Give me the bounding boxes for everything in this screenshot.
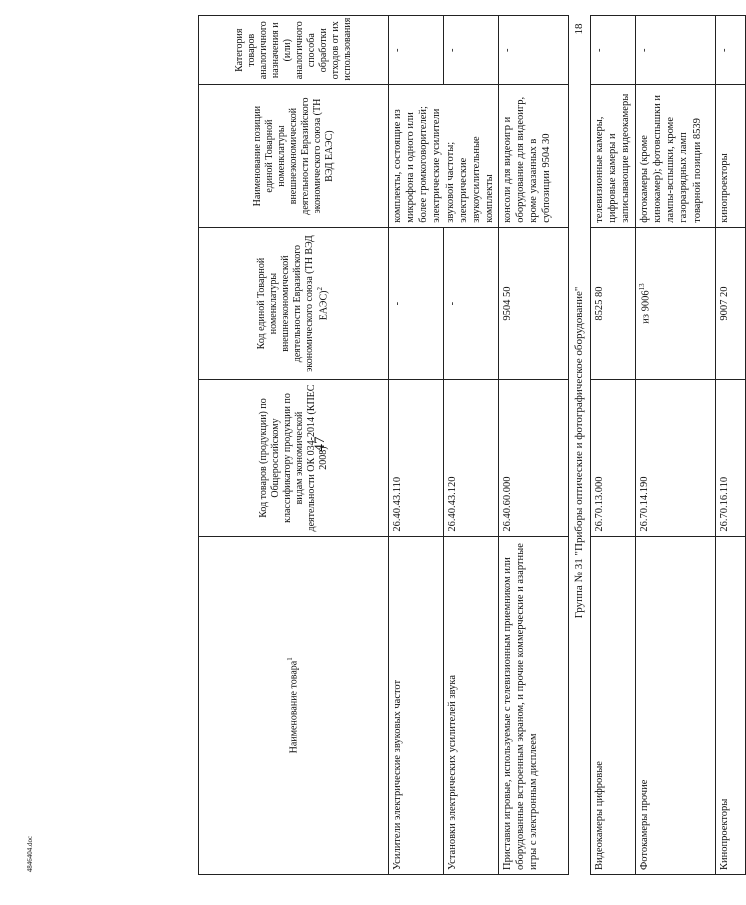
tnved-name-cell: телевизионные камеры, цифровые камеры и записывающие видеокамеры (591, 85, 636, 227)
product-name-cell: Видеокамеры цифровые (591, 536, 636, 874)
product-name-cell: Установки электрических усилителей звука (444, 536, 499, 874)
tnved-code-text: из 9006 (640, 290, 652, 324)
tnved-code-text: - (392, 301, 403, 306)
goods-table (198, 15, 746, 875)
group-heading-label: Группа № 31 "Приборы оптические и фотографическое оборудование" (572, 286, 585, 619)
table-row (636, 16, 716, 875)
tnved-code-cell: - (444, 227, 499, 380)
category-cell: - (591, 16, 636, 85)
tnved-code-cell (389, 227, 444, 380)
product-name-cell: Фотокамеры прочие (636, 536, 716, 874)
category-cell: - (444, 16, 499, 85)
header-product-name-footnote: 1 (286, 657, 295, 661)
product-name-cell: Кинопроекторы (716, 536, 746, 874)
category-cell: - (716, 16, 746, 85)
header-okpd-code: Код товаров (продукции) по Общероссийскому классификатору продукции по видам экономической деятельности ОК 034-2014 (КПЕС 2008) (199, 380, 389, 536)
okpd-code-cell: 26.40.43.110 (389, 380, 444, 536)
header-tnved-code-text: Код единой Товарной номенклатуры внешнеэкономической деятельности Евразийского экономического союза (ТН ВЭД ЕАЭС) (256, 235, 330, 372)
header-product-name (199, 536, 389, 874)
table-row (499, 16, 569, 875)
header-tnved-code (199, 227, 389, 380)
product-name-cell: Усилители электрические звуковых частот (389, 536, 444, 874)
okpd-code-cell: 26.40.60.000 (499, 380, 569, 536)
product-name-cell: Приставки игровые, используемые с телевизионным приемником или оборудованные встроенным экраном, и прочие коммерческие и азартные игры с электронным дисплеем (499, 536, 569, 874)
tnved-code-footnote: 13 (638, 283, 646, 291)
table-row (389, 16, 444, 875)
tnved-code-cell (636, 227, 716, 380)
okpd-code-cell: 26.70.16.110 (716, 380, 746, 536)
okpd-code-cell: 26.70.13.000 (591, 380, 636, 536)
header-tnved-code-footnote: 2 (316, 287, 325, 291)
category-cell: - (499, 16, 569, 85)
header-category: Категория товаров аналогичного назначения и (или) аналогичного способа обработки отходов от их использования (199, 16, 389, 85)
category-cell: - (389, 16, 444, 85)
group-heading-cell (569, 16, 591, 875)
category-number: 18 (572, 23, 585, 35)
okpd-code-cell: 26.40.43.120 (444, 380, 499, 536)
page-number: 47 (312, 436, 328, 452)
tnved-name-cell: консоли для видеоигр и оборудование для видеоигр, кроме указанных в субпозиции 9504 30 (499, 85, 569, 227)
tnved-code-cell: 9504 50 (499, 227, 569, 380)
tnved-code-cell: 8525 80 (591, 227, 636, 380)
category-cell: - (636, 16, 716, 85)
goods-table-container (198, 15, 730, 875)
tnved-name-cell: комплекты, состоящие из микрофона и одного или более громкоговорителей; электрические усилители звуковой частоты; электрические звукоусилительные комплекты (389, 85, 499, 227)
table-header-row (199, 16, 389, 875)
document-id: 4846404.doc (26, 835, 34, 873)
header-tnved-name: Наименование позиции единой Товарной номенклатуры внешнеэкономической деятельности Евразийского экономического союза (ТН ВЭД ЕАЭС) (199, 85, 389, 227)
table-row (716, 16, 746, 875)
group-heading-row (569, 16, 591, 875)
table-row (591, 16, 636, 875)
header-product-name-text: Наименование товара (288, 660, 300, 754)
tnved-name-cell: фотокамеры (кроме кинокамер); фотовспышки и лампы-вспышки, кроме газоразрядных ламп товарной позиции 8539 (636, 85, 716, 227)
tnved-name-cell: кинопроекторы (716, 85, 746, 227)
tnved-code-cell: 9007 20 (716, 227, 746, 380)
okpd-code-cell: 26.70.14.190 (636, 380, 716, 536)
